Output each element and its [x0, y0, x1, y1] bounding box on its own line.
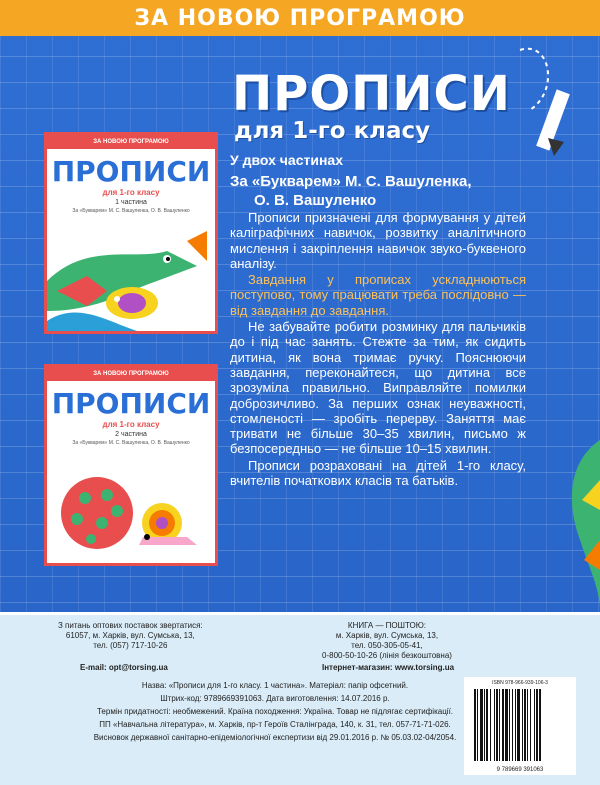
info-line-1: Назва: «Прописи для 1-го класу. 1 частина». Матеріал: папір офсетний. [141, 681, 409, 690]
authors [230, 172, 530, 210]
cover-authors: За «Букварем» М. С. Вашуленка, О. В. Вашуленко [72, 208, 190, 214]
cover-subtitle: для 1-го класу [102, 188, 160, 197]
barcode-bar [539, 689, 541, 761]
parts-note: У двох частинах [230, 152, 343, 168]
barcode-bar [515, 689, 516, 761]
barcode-number: 9 789669 391063 [496, 767, 544, 773]
barcode-bar [509, 689, 510, 761]
cover-part-1 [44, 132, 218, 334]
barcode-bar [474, 689, 476, 761]
description-paragraph-3: Не забувайте робити розминку для пальчиків до і під час занять. Стежте за тим, як сидить дитина, як вона тримає ручку. Пояснюючи завдання, переконайтеся, що дитина все зрозуміла правильно. Виправляйте помилки доброзичливо. За перших ознак неуважності, стомленості — зробіть перерву. Заняття має тривати не більше 30–35 хвилин, письмо ж безпосередньо — не більше 10–15 хвилин. [230, 319, 526, 457]
pencil-icon [510, 30, 570, 160]
fish-illustration [47, 221, 215, 331]
bottom-info-panel [0, 612, 600, 785]
mail-line-3: тел. 050-305-05-41, [351, 641, 423, 650]
mail-line-2: м. Харків, вул. Сумська, 13, [335, 631, 439, 640]
barcode-bar [486, 689, 488, 761]
isbn: ISBN 978-966-939-106-3 [492, 680, 548, 686]
barcode-bar [480, 689, 483, 761]
info-line-3: Термін придатності: необмежений. Країна походження: Україна. Товар не підлягає сертифікації. [96, 707, 454, 716]
cover-part-label: 1 частина [115, 199, 147, 206]
description-paragraph-4: Прописи розраховані на дітей 1-го класу, вчителів початкових класів та батьків. [230, 457, 526, 489]
cover-part-label: 2 частина [115, 431, 147, 438]
barcode-bar [527, 689, 528, 761]
lizard-illustration [560, 440, 600, 610]
barcode-bar [502, 689, 504, 761]
info-line-5: Висновок державної санітарно-епідеміологічної експертизи від 29.01.2016 р. № 05.03.02-04/2054. [93, 733, 457, 742]
cover-title: ПРОПИСИ [51, 155, 211, 188]
barcode-bar [499, 689, 500, 761]
book-title: ПРОПИСИ [232, 66, 511, 122]
mail-order-contacts [322, 621, 452, 661]
barcode-bar [484, 689, 485, 761]
barcode-bar [512, 689, 513, 761]
description-paragraph-2: Завдання у прописах ускладнюються поступово, тому працювати треба послідовно — від завдання до завдання. [230, 272, 526, 318]
wholesale-line-2: 61057, м. Харків, вул. Сумська, 13, [65, 631, 195, 640]
barcode-bar [534, 689, 535, 761]
cover-authors: За «Букварем» М. С. Вашуленка, О. В. Вашуленко [72, 440, 190, 446]
wholesale-contacts [58, 621, 203, 651]
authors-line-1: За «Букварем» М. С. Вашуленка, [230, 173, 472, 190]
ladybug-snail-illustration [47, 453, 215, 563]
wholesale-line-3: тел. (057) 717-10-26 [93, 641, 168, 650]
barcode-bar [490, 689, 491, 761]
authors-line-2: О. В. Вашуленко [254, 192, 377, 209]
cover-subtitle: для 1-го класу [102, 420, 160, 429]
barcode-bar [496, 689, 498, 761]
mail-line-1: КНИГА — ПОШТОЮ: [347, 621, 427, 630]
barcode-bar [524, 689, 526, 761]
barcode-bar [536, 689, 538, 761]
cover-banner: ЗА НОВОЮ ПРОГРАМОЮ [47, 135, 215, 149]
barcode-bars [472, 689, 568, 761]
cover-part-2 [44, 364, 218, 566]
barcode-bar [494, 689, 495, 761]
description-paragraph-1: Прописи призначені для формування у дітей каліграфічних навичок, розвитку аналітичного мислення і закріплення навичок звуко-буквеного аналізу. [230, 210, 526, 271]
barcode-bar [530, 689, 531, 761]
mail-line-4: 0-800-50-10-26 (лінія безкоштовна) [322, 651, 452, 660]
cover-title: ПРОПИСИ [51, 387, 211, 420]
email-link[interactable]: E-mail: opt@torsing.ua [80, 663, 168, 672]
info-line-2: Штрих-код: 9789669391063. Дата виготовлення: 14.07.2016 р. [160, 694, 390, 703]
description [230, 210, 526, 489]
barcode [464, 677, 576, 775]
barcode-bar [517, 689, 520, 761]
barcode-bar [477, 689, 478, 761]
book-subtitle: для 1-го класу [234, 118, 431, 144]
top-banner-text: ЗА НОВОЮ ПРОГРАМОЮ [134, 5, 466, 31]
online-shop-link[interactable]: Інтернет-магазин: www.torsing.ua [322, 663, 455, 672]
info-line-4: ПП «Навчальна література», м. Харків, пр-т Героїв Сталінграда, 140, к. 31, тел. 057-71-71-026. [99, 720, 451, 729]
product-info [90, 679, 460, 744]
wholesale-line-1: З питань оптових поставок звертатися: [58, 621, 203, 630]
cover-banner: ЗА НОВОЮ ПРОГРАМОЮ [47, 367, 215, 381]
barcode-bar [522, 689, 523, 761]
barcode-bar [505, 689, 508, 761]
